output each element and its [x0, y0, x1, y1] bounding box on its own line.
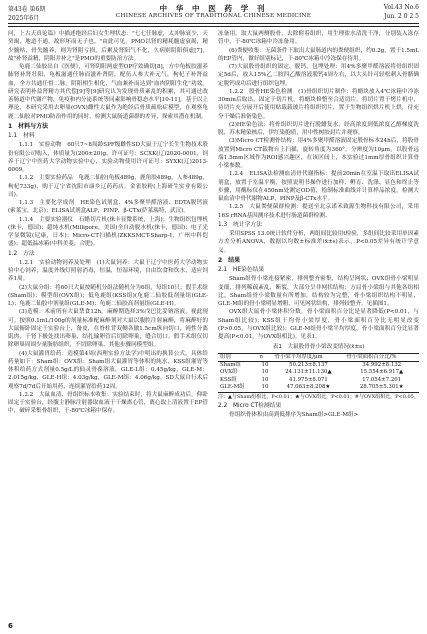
- table-cell: 50.213±8.137: [289, 361, 328, 368]
- table-cell: 34.992±8.132: [362, 361, 402, 368]
- paragraph: 骨组织骨体积由高到低排序为Sham组>GLE-M组>: [229, 411, 359, 418]
- date-left: 2025年6月: [8, 15, 40, 22]
- header-rule: [8, 23, 419, 24]
- paragraph: (4)大鼠灌胃给药：造模第4周(西理实验方法学)中明出的换算公式，具体给药量如下：Sham组：OVX组：Sham组大鼠灌胃等体积的纯水，KSS组灌胃等体积给药方式剂量0.5g/L的仙灵骨葆溶液，GLE-L组：0.45g/kg，GLE-M：2.015g/kg，GLE-H组：4.03g/kg，GLE-M组：4.06g/kg。SD大鼠自行术后观察7d/7d后开始用药，连续灌胃给药12周。: [8, 350, 208, 390]
- table-row: [218, 384, 419, 392]
- table-cell: 10: [261, 369, 269, 376]
- paragraph: 1.2.2 大鼠血清、骨组织标本收集：实验结束时，将大鼠麻醉成功后，仰卧固定于实验台，经腹主静脉注射器取血液于干燥离心管，离心取上清液置于EP管中，破碎采集骨组织，于-80℃冰箱中保存。: [8, 391, 208, 415]
- journal-title-cn: 中 华 中 医 药 学 刊: [159, 4, 268, 13]
- header-rule-thin: [8, 26, 419, 27]
- volume-issue-left: 第43卷 第6期: [8, 6, 46, 13]
- table-header-cell: 骨小梁面积百分比/%: [344, 353, 419, 361]
- paragraph: (3)造模：术前所有大鼠禁食12h。麻醉期选择3%戊巴比妥钠溶液，视此现可。按照0.1mL/100g的剂量标准配麻醉剂对大鼠以腹腔注射麻醉，将麻醉好的大鼠俯卧固定于实验台上，备皮，在脊柱背双侧各做1.5cm纵向切口，钝性分离肌肉，于肾下极处找出卵巢，结扎输卵管后切除卵巢，缝合切口。假手术组仅切除卵巢周围少量脂肪组织，不切除卵巢，其他步骤同模型组。: [8, 309, 208, 349]
- page-number: 6: [8, 622, 13, 630]
- paragraph: (2)HE染色法：将骨组织切片进行脱蜡复水，经高浓度到低浓度乙醇梯度洗脱，苏木精染核后，伊红染胞质，用中性树胶封片并观察。: [218, 121, 419, 136]
- right-column: [218, 30, 419, 419]
- table-cell: 24.131±11.130▲: [285, 369, 332, 376]
- left-column: [8, 30, 208, 416]
- section-heading: 2 结果: [218, 256, 241, 264]
- paragraph: 问，上古天真论篇》中描述绝经后妇女生理状态："七七任脉虚，太冲脉衰少，天癸竭，地道不通，故形坏而无子也。"由此可见，PMO以肾的精耗髓虚衰竭，精少髓枯，骨失髓养，则为肾阴亏损，后累及肾阳气不化，久病则阴阳俱虚[7]，故"补肾益精，阴阳并补之"是PMO的重要防治方法。: [8, 31, 208, 62]
- table-cell: 17.054±7.201: [362, 376, 402, 383]
- paragraph: Sham组骨小梁连接紧密，排列整齐密集，结构呈网状；OVX组骨小梁明显变细，排列稀疏紊乱，断裂，大部分呈非网状结构；方局骨小梁组与其他各组相比，Sham组骨小梁数量有所增加，结构较为完整，骨小梁组织结构不明显，GLE-M组的骨小梁明显增粗，可见网状结构，排列较整齐。见插图1。: [218, 276, 419, 307]
- paragraph: 1.2.4 ELISA法检测血清骨代谢指标：提前20min在室温下取出ELISA试剂盒，放置于室温平衡，按照说明书操作进行加样、孵育、洗涤、显色和终止等步骤，用酶标仪在450nm处测定OD值，绘制标准曲线并计算样品浓度，检测大鼠血清中骨代谢物ALP，PINP及β-CTx水平。: [218, 171, 419, 202]
- table-header-cell: 骨小梁平均厚度/μm: [272, 353, 344, 361]
- subsection-heading: 2.1 HE染色结果: [218, 267, 265, 273]
- table-cell: 28.705±5.301★: [344, 384, 419, 392]
- table-cell: OVX组: [220, 369, 238, 376]
- subsection-heading: 2.2 Micro CT检测结果: [218, 402, 282, 409]
- table-cell: 10: [258, 384, 273, 392]
- paragraph: 1.2.1 实验动物饲养及处理 (1)大鼠饲养：大鼠于辽宁中医药大学动物实验中心饲养，温度外线灯照射消毒，恒温，恒湿环境，自由饮食和饮水，适应饲养1周。: [8, 259, 208, 283]
- paragraph: 1.2.5 大鼠粪便菌群检测：提送至北京诺禾致源生物科技有限公司，采用16S rRNA基因测序技术进行肠道菌群检测。: [218, 204, 419, 219]
- paragraph: 1.1.4 主要实验器仪 石蜡切片机(徕卡显微系统，上海)；生物组织包埋机(徕卡，德国)；超纯水机(Millipore，美国)全自动脱水机(徕卡，德国)；电子光学显微镜(尼康，日本)；Micro-CT扫描机(ZKKSMCT-Sharp-Ⅰ，广州中科恺盛)；超低温冰箱(中科美菱，合肥)。: [8, 216, 208, 248]
- paragraph: (7)大鼠股骨组织的固定、脱钙、包埋处理：用4%多聚甲醛溶液将骨组织固定5d后，放入15%乙二胺四乙酸溶液脱钙4周左右，以大头针可轻松刺入骨骼确定脱钙成功后进行组织包埋。: [218, 64, 419, 87]
- table-cell: GLE-M组: [218, 384, 258, 392]
- table-header-cell: n: [258, 353, 273, 361]
- paragraph: OVX组大鼠骨小梁体积分数，骨小梁面积百分比是显著降低(P<0.01，与Sham组比较)；KSS组干均骨小梁厚度，骨小梁面积百分比无明显改变(P>0.05，与OVX组比较)；GLE-M组骨小梁平均厚度，骨小梁面积百分比显著提高(P<0.01，与OVX组相比)。见表1。: [218, 309, 419, 340]
- paragraph: (6)粪便收集：无菌条件下取出大鼠肠道内的粪便组织，约0.2g，置于1.5mL的EP管内，做好组别标记，于-80℃冰箱中冷冻保存待用。: [218, 47, 419, 62]
- table-note: 注：▲与Sham组相比，P<0.01；★与OVX组比，P<0.01；#与OVX组相比，P<0.05。: [218, 393, 419, 400]
- table-cell: KSS组: [220, 376, 237, 383]
- journal-title-en: CHINESE ARCHIVES OF TRADITIONAL CHINESE MEDICINE: [115, 13, 312, 19]
- table-row: [218, 377, 419, 384]
- table-cell: 41.975±8.071: [289, 376, 328, 383]
- paragraph: 龟鹿二仙胶出自《医便》，可肾阴阳两虚型OP疗效确切[8]，方中龟板胶滋养肺肾补肾壮阳，龟板滋通任脉而滋补肾阴，配伍人参大补元气，枸杞子补肾益血，全方共通任督二脉，阴阳相生相化，气血兼补而达到"血肉阴阳生化"功效。研究表明补益肾精方其代偿[9]等[9]研究认为发现骨质紊乱的积累，其可通过改善肠道中代谢产物，免疫和内分泌系统等同素影响骨稳态水平[10-11]。基于以上理论，本研究采用去卵巢(OVX)雌性大鼠作为绝经后骨质疏松症模型，在观察龟鹿二仙胶对PMO防治作用的同时，检测大鼠肠道菌群的差异，探索其潜在机制。: [8, 64, 208, 120]
- data-table: [218, 353, 419, 393]
- table-cell: 47.063±8.208★: [272, 384, 344, 392]
- table-row: [218, 361, 419, 369]
- table-cell: 15.554±6.917▲: [360, 369, 404, 376]
- table-cell: 10: [261, 361, 269, 368]
- paragraph: (2)大鼠分组：将60只大鼠按随机分组法随机分为6组，每组10只；假手术组(Sham组)；模型组(OVX组)；低龟鹿组(KSS组)(龟鹿二仙胶低剂量组(GLE-L)；龟鹿二仙胶中剂量组(GLE-M)；龟鹿二仙胶高剂量组(GLE-H)。: [8, 284, 208, 307]
- section-heading: 1 材料与方法: [8, 122, 49, 130]
- paragraph: (3)Micro CT检测骨结构：用4%多聚甲醛溶液固定股骨标本24h后，将股骨放置到Micro CT载物台上扫描，旋转角度为360°，分辨度为10μm，以股骨远端1.5mm区域作为ROI感兴趣区，在该区间上，本实验过1mm厚骨组织计算骨小梁参数。: [218, 138, 419, 169]
- paragraph: 1.1.2 主要实验药品 龟鹿二仙胶(龟板489g，鹿角胶489g，人参489g，枸杞733g)，购于辽宁省沈阳市康乡辽药药店。金雀胶粉(上海研生实业有限公司)。: [8, 175, 208, 198]
- volume-issue-right: Vol.43 No.6: [383, 4, 419, 11]
- paragraph: 1.2.2 股骨HE染色检测 (1)骨组织切片制作：将蜡块放入4℃冰箱中冷冻30min后取出，固定于切片机，将蜡块修整至合适切片，将切片置于烤片机中，待切片充分展开后使用贴载载玻片将组织切片，置于生物组织烘片机上烘，待充分干燥后准备染色。: [218, 88, 419, 120]
- subsection-heading: 1.1 材料: [8, 133, 35, 139]
- table-cell: 10: [261, 376, 269, 383]
- paragraph: 冻备用。取大鼠两侧股骨，去除附着组织，用生理盐水清洗干净，分别装入冻存管中，于-80℃冰箱中冷冻备用。: [218, 31, 419, 46]
- paragraph: 采用SPSS 13.0统计软件分析，两组间比较用t检验，多组间比较采用单因素方差分析ANOVA，数据以均数±标准差(x̄±s)表示，P<0.05差异有统计学意义。: [218, 231, 419, 254]
- table-cell: Sham组: [220, 361, 241, 368]
- subsection-heading: 1.3 统计学方法: [218, 221, 263, 228]
- table-header-cell: 组别: [218, 353, 258, 361]
- table-caption: 表1 大鼠股骨骨小梁改变情况(x̄±s): [272, 344, 365, 351]
- paragraph: 1.1.1 实验动物 60只7~8周龄SPF级雌性SD大鼠于辽宁长生生物技术股份有限公司购入，体质量为(200±20)g，许可证号：SCXK(辽)2020-0001，饲养于辽宁中医药大学动物实验中心，实验动物使用许可证号：SYXK(辽)2013-0009。: [8, 142, 208, 173]
- subsection-heading: 1.2 方法: [8, 250, 35, 257]
- date-right: Jun. 2 0 2 5: [384, 13, 419, 20]
- paragraph: 1.1.3 主要化学成剂 HE染色试剂盒、4%多聚甲醛溶液、EDTA脱钙液(索莱宝，北京)；ELISA试剂盒ALP，PINP，β-CTx(萨莱瑞特，武汉)。: [8, 200, 208, 215]
- table-row: [218, 369, 419, 376]
